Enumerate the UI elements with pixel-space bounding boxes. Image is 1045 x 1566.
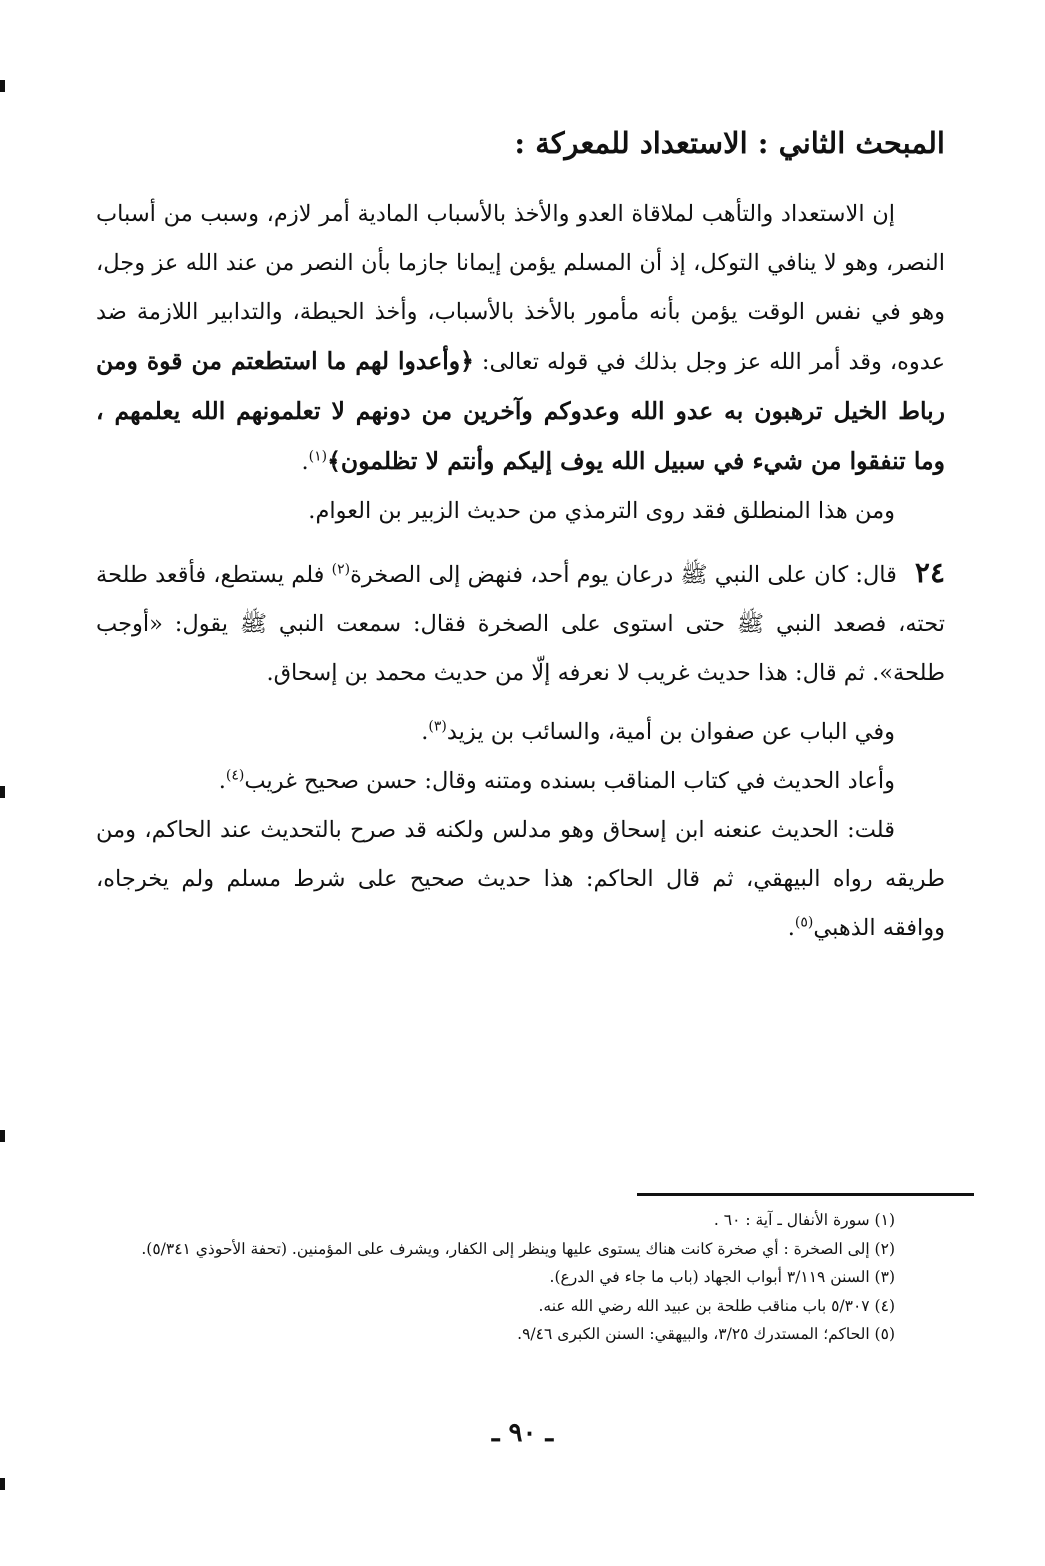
footnote-1: (١) سورة الأنفال ـ آية : ٦٠ . <box>713 1211 895 1229</box>
note-end: . <box>787 915 795 941</box>
hadith-paragraph <box>96 548 945 698</box>
footnote-ref-2[interactable]: (٢) <box>331 561 351 578</box>
repeat-end: . <box>218 768 226 794</box>
bab-text: وفي الباب عن صفوان بن أمية، والسائب بن يزيد <box>446 719 895 745</box>
main-text <box>96 190 945 953</box>
scan-mark <box>0 1130 5 1142</box>
hadith-text-a: قال: كان على النبي ﷺ درعان يوم أحد، فنهض إلى الصخرة <box>350 562 897 588</box>
footnote-2: (٢) إلى الصخرة : أي صخرة كانت هناك يستوى عليها وينظر إلى الكفار، ويشرف على المؤمنين. (تحفة الأحوذي ٥/٣٤١). <box>141 1239 895 1258</box>
intro-text: إن الاستعداد والتأهب لملاقاة العدو والأخذ بالأسباب المادية أمر لازم، وسبب من أسباب النصر، وهو لا ينافي التوكل، إذ أن المسلم يؤمن إيمانا جازما بأن النصر من عند الله عز وجل، وهو في نفس الوقت يؤمن بأنه مأمور بالأخذ بالأسباب، وأخذ الحيطة، والتدابير اللازمة ضد عدوه، وقد أمر الله عز وجل بذلك في قوله تعالى: <box>96 201 945 375</box>
footnote-ref-5[interactable]: (٥) <box>794 914 814 931</box>
footnotes <box>96 1206 895 1349</box>
note-text: قلت: الحديث عنعنه ابن إسحاق وهو مدلس ولكنه قد صرح بالتحديث عند الحاكم، ومن طريقه رواه البيهقي، ثم قال الحاكم: هذا حديث صحيح على شرط مسلم ولم يخرجاه، ووافقه الذهبي <box>96 817 945 941</box>
note-paragraph <box>96 806 945 953</box>
scan-mark <box>0 1478 5 1490</box>
footnote-ref-1[interactable]: (١) <box>308 448 328 465</box>
footnote-ref-3[interactable]: (٣) <box>428 718 447 735</box>
repeat-paragraph <box>96 757 945 806</box>
page-number: ـ ٩٠ ـ <box>491 1418 554 1448</box>
bab-paragraph <box>96 708 945 757</box>
tirmidhi-paragraph: ومن هذا المنطلق فقد روى الترمذي من حديث الزبير بن العوام. <box>308 498 895 524</box>
footnote-divider <box>637 1193 974 1196</box>
bab-end: . <box>421 719 429 745</box>
scan-mark <box>0 80 5 92</box>
footnote-4: (٤) ٥/٣٠٧ باب مناقب طلحة بن عبيد الله رضي الله عنه. <box>538 1296 895 1315</box>
footnote-5: (٥) الحاكم؛ المستدرك ٣/٢٥، والبيهقي: السنن الكبرى ٩/٤٦. <box>517 1325 895 1343</box>
scan-mark <box>0 786 5 798</box>
hadith-number: ٢٤ <box>914 556 945 589</box>
footnote-ref-4[interactable]: (٤) <box>225 767 245 784</box>
repeat-text: وأعاد الحديث في كتاب المناقب بسنده ومتنه وقال: حسن صحيح غريب <box>244 768 895 794</box>
verse-end: . <box>301 449 309 475</box>
quran-verse: ﴿وأعدوا لهم ما استطعتم من قوة ومن رباط الخيل ترهبون به عدو الله وعدوكم وآخرين من دونهم لا تعلمونهم الله يعلمهم ، وما تنفقوا من شيء في سبيل الله يوف إليكم وأنتم لا تظلمون﴾ <box>96 347 945 475</box>
footnote-3: (٣) السنن ٣/١١٩ أبواب الجهاد (باب ما جاء في الدرع). <box>549 1268 895 1286</box>
intro-paragraph <box>96 190 945 487</box>
hadith-text-b: فلم يستطع، فأقعد طلحة تحته، فصعد النبي ﷺ حتى استوى على الصخرة فقال: سمعت النبي ﷺ يقول: «أوجب طلحة». ثم قال: هذا حديث غريب لا نعرفه إلّا من حديث محمد بن إسحاق. <box>96 562 945 686</box>
section-heading: المبحث الثاني : الاستعداد للمعركة : <box>514 126 945 160</box>
